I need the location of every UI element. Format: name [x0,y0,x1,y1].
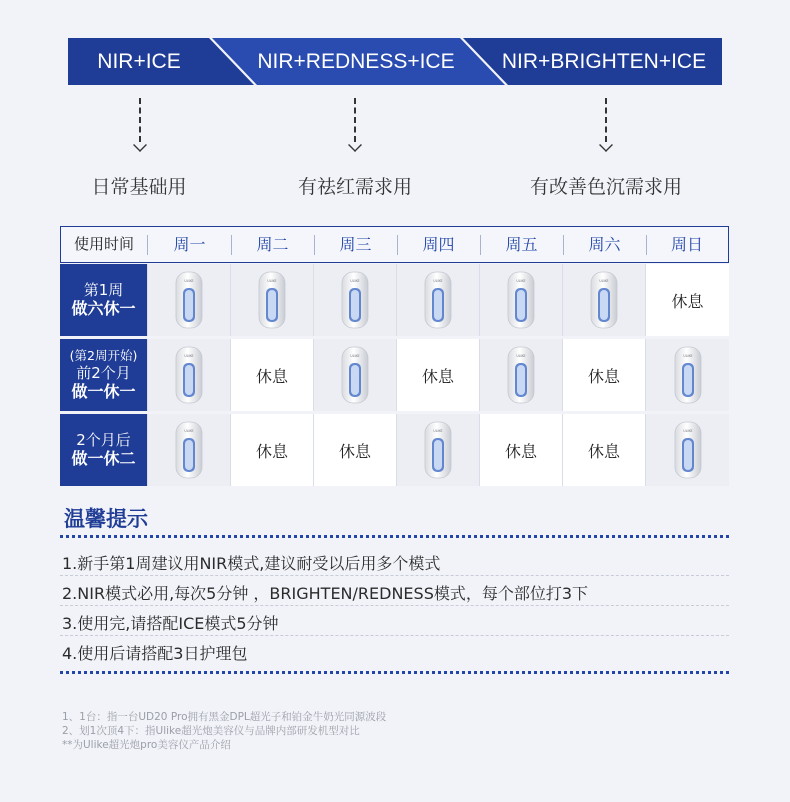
svg-text:ULIKE: ULIKE [516,354,526,358]
cell-device [479,339,562,411]
cell-device [230,264,313,336]
tip-divider [60,575,729,576]
cell-rest: 休息 [479,414,562,486]
ulike-device-icon [589,270,619,330]
cell-device [396,264,479,336]
header-wednesday: 周三 [339,235,372,254]
svg-text:ULIKE: ULIKE [682,354,693,358]
row-label [60,339,147,411]
ulike-device-icon [423,420,453,480]
caption-brighten: 有改善色沉需求用 [529,176,683,198]
svg-text:ULIKE: ULIKE [350,354,360,358]
cell-device [147,414,230,486]
row-label-top: 2个月后 [76,431,131,450]
schedule-row-first-two-months [60,339,729,411]
footnote-1: 1、1台：指一台UD20 Pro拥有黑金DPL超光子和铂金牛奶光同源波段 [62,711,387,723]
cell-device [147,339,230,411]
cell-rest: 休息 [645,264,729,336]
row-label-top: 前2个月 [76,363,131,382]
ulike-device-icon [673,345,703,405]
header-monday: 周一 [173,235,206,254]
down-arrow-icon [348,98,362,156]
svg-text:ULIKE: ULIKE [184,279,194,283]
row-label-note: (第2周开始) [69,348,138,364]
cell-rest: 休息 [313,414,396,486]
ulike-device-icon [340,270,370,330]
ulike-device-icon [174,420,204,480]
tip-item-3: 3.使用完,请搭配ICE模式5分钟 [62,614,279,633]
dotted-divider [60,671,729,674]
cell-rest: 休息 [562,414,645,486]
tip-item-1: 1.新手第1周建议用NIR模式,建议耐受以后用多个模式 [62,554,441,573]
caption-basic: 日常基础用 [91,176,187,198]
header-usage-time: 使用时间 [73,235,134,253]
cell-device [147,264,230,336]
tip-divider [60,635,729,636]
ulike-device-icon [174,345,204,405]
ulike-device-icon [257,270,287,330]
row-label-bottom: 做一休二 [71,449,136,469]
svg-text:ULIKE: ULIKE [350,279,360,283]
row-label-top: 第1周 [83,281,124,300]
header-sunday: 周日 [670,235,703,254]
cell-rest: 休息 [230,339,313,411]
schedule-row-week1 [60,264,729,336]
svg-text:ULIKE: ULIKE [682,429,693,433]
header-saturday: 周六 [588,235,621,254]
row-label [60,264,147,336]
tip-item-4: 4.使用后请搭配3日护理包 [62,644,248,663]
ulike-device-icon [340,345,370,405]
svg-text:ULIKE: ULIKE [184,354,194,358]
cell-rest: 休息 [396,339,479,411]
ulike-device-icon [174,270,204,330]
footnote-2: 2、划1次顶4下：指Ulike超光炮美容仪与品牌内部研发机型对比 [62,725,360,737]
cell-device [313,264,396,336]
schedule-row-after-two-months [60,414,729,486]
ulike-device-icon [506,270,536,330]
cell-device [645,339,729,411]
tip-divider [60,605,729,606]
cell-device [396,414,479,486]
mode-nir-brighten-ice: NIR+BRIGHTEN+ICE [501,50,707,73]
header-friday: 周五 [505,235,538,254]
ulike-device-icon [423,270,453,330]
cell-device [645,414,729,486]
header-thursday: 周四 [422,235,455,254]
mode-nir-ice: NIR+ICE [97,50,181,73]
dotted-divider [60,535,729,538]
mode-banner [68,38,722,85]
row-label-bottom: 做一休一 [71,382,136,402]
down-arrow-icon [599,98,613,156]
header-tuesday: 周二 [256,235,289,254]
down-arrow-icon [133,98,147,156]
usage-schedule-table [60,226,729,486]
table-header-row [60,226,729,263]
row-label [60,414,147,486]
svg-text:ULIKE: ULIKE [433,429,443,433]
cell-device [479,264,562,336]
footnote-3: **为Ulike超光炮pro美容仪产品介绍 [62,739,231,751]
svg-text:ULIKE: ULIKE [184,429,194,433]
svg-text:ULIKE: ULIKE [433,279,443,283]
tips-title: 温馨提示 [64,507,148,531]
cell-device [313,339,396,411]
cell-device [562,264,645,336]
mode-nir-redness-ice: NIR+REDNESS+ICE [257,50,455,73]
ulike-device-icon [673,420,703,480]
cell-rest: 休息 [230,414,313,486]
ulike-device-icon [506,345,536,405]
row-label-bottom: 做六休一 [71,299,136,319]
caption-redness: 有祛红需求用 [297,176,413,198]
tip-item-2: 2.NIR模式必用,每次5分钟 ，BRIGHTEN/REDNESS模式，每个部位打3下 [62,584,589,603]
svg-text:ULIKE: ULIKE [267,279,277,283]
cell-rest: 休息 [562,339,645,411]
svg-text:ULIKE: ULIKE [599,279,609,283]
svg-text:ULIKE: ULIKE [516,279,526,283]
